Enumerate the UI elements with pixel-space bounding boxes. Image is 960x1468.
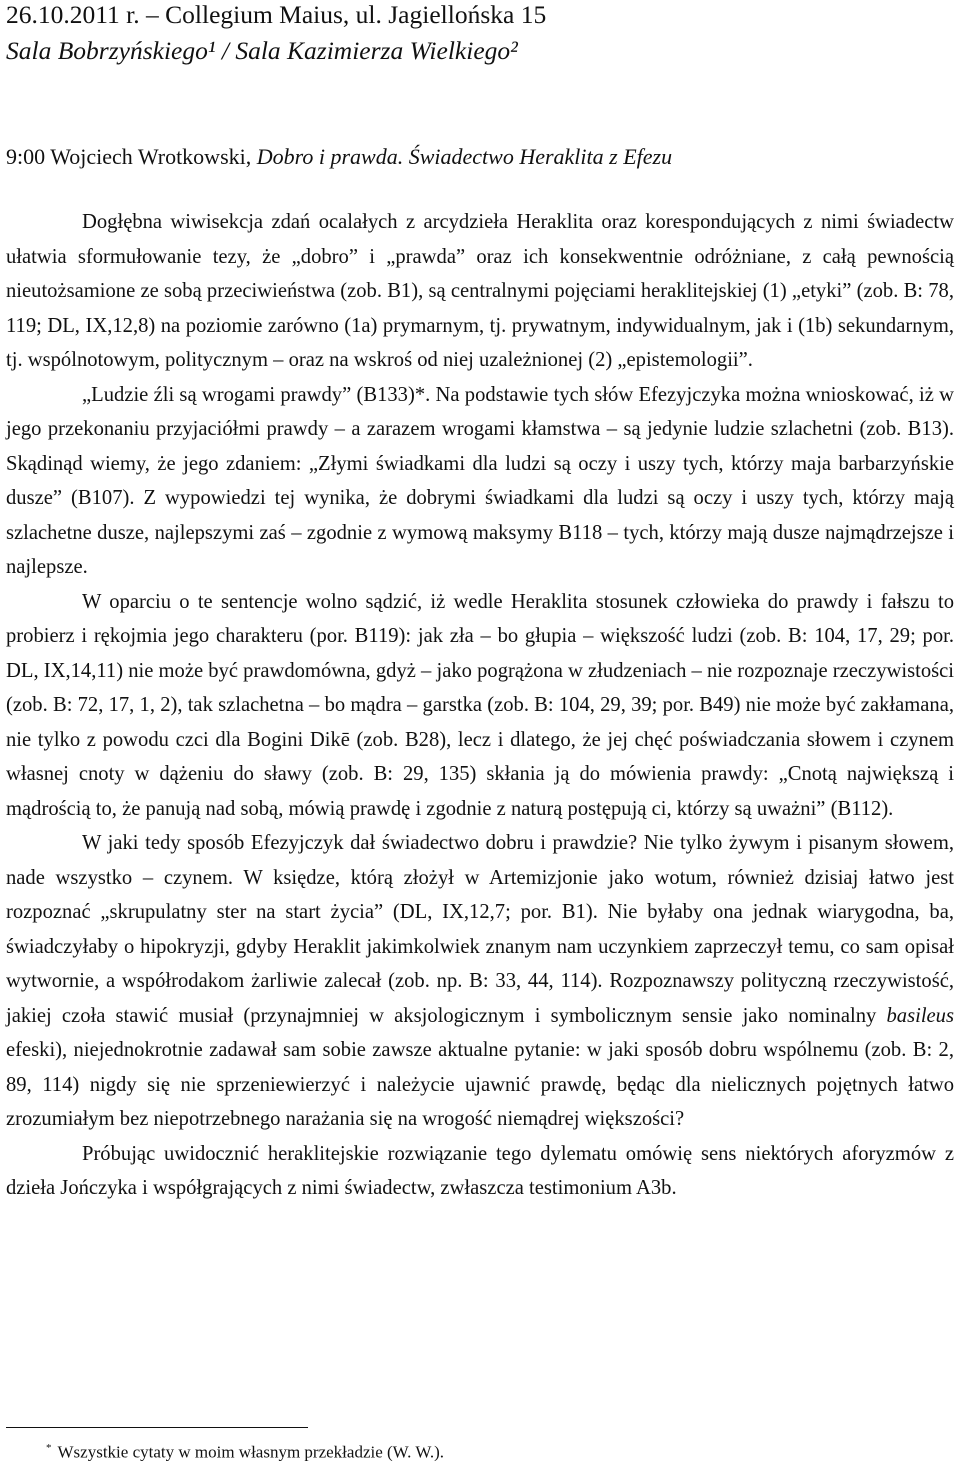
event-date-location: 26.10.2011 r. – Collegium Maius, ul. Jagiellońska 15 — [6, 0, 547, 29]
paragraph-4-part-a: W jaki tedy sposób Efezyjczyk dał świadectwo dobru i prawdzie? Nie tylko żywym i pisanym słowem, nade wszystko – czynem. W księdze, którą złożył w Artemizjonie jako wotum, również dzisiaj łatwo jest rozpoznać „skrupulatny ster na start życia” (DL, IX,12,7; por. B1). Nie byłaby ona jednak wiarygodna, ba, świadczyłaby o hipokryzji, gdyby Heraklit jakimkolwiek znanym nam uczynkiem zaprzeczył temu, co sam opisał wytwornie, a współrodakom żarliwie zalecał (zob. np. B: 33, 44, 114). Rozpoznawszy polityczną rzeczywistość, jakiej czoła stawić musiał (przynajmniej w aksjologicznym i symbolicznym sensie jako nominalny — [6, 832, 954, 1027]
paragraph-4-part-b: efeski), niejednokrotnie zadawał sam sobie zawsze aktualne pytanie: w jaki sposób dobru wspólnemu (zob. B: 2, 89, 114) nigdy się nie sprzeniewierzyć i należycie ujawnić prawdę, będąc dla nielicznych pojętnych łatwo zrozumiałym bez niepotrzebnego narażania się na wrogość niemądrej większości? — [6, 1039, 954, 1130]
event-rooms: Sala Bobrzyńskiego¹ / Sala Kazimierza Wielkiego² — [6, 36, 518, 65]
paragraph-4 — [6, 826, 954, 1137]
paragraph-2: „Ludzie źli są wrogami prawdy” (B133)*. Na podstawie tych słów Efezyjczyka można wnioskować, iż w jego przekonaniu przyjaciółmi prawdy – a zarazem wrogami kłamstwa – są jedynie ludzie szlachetni (zob. B13). Skądinąd wiemy, że jego zdaniem: „Złymi świadkami dla ludzi są oczy i uszy tych, którzy maja barbarzyńskie dusze” (B107). Z wypowiedzi tej wynika, że dobrymi świadkami dla ludzi są oczy i uszy tych, którzy mają szlachetne dusze, najlepszymi zaś – zgodnie z wymową maksymy B118 – tych, którzy mają dusze najmądrzejsze i najlepsze. — [6, 383, 954, 578]
paragraph-5: Próbując uwidocznić heraklitejskie rozwiązanie tego dylematu omówię sens niektórych aforyzmów z dzieła Jończyka i współgrających z nimi świadectw, zwłaszcza testimonium A3b. — [6, 1142, 954, 1199]
paragraph-3: W oparciu o te sentencje wolno sądzić, iż wedle Heraklita stosunek człowieka do prawdy i fałszu to probierz i rękojmia jego charakteru (por. B119): jak zła – bo głupia – większość ludzi (zob. B: 104, 17, 29; por. DL, IX,14,11) nie może być prawdomówna, gdyż – jako pogrążona w złudzeniach – nie rozpoznaje rzeczywistości (zob. B: 72, 17, 1, 2), tak szlachetna – bo mądra – garstka (zob. B: 104, 29, 39; por. B49) nie może być zakłamana, nie tylko z powodu czci dla Bogini Dikē (zob. B28), lecz i dlatego, że jej chęć poświadczania słowem i czynem własnej cnoty w dążeniu do sławy (zob. B: 29, 135) skłania ją do mówienia prawdy: „Cnotą największą i mądrością to, że panują nad sobą, mówią prawdę i zgodnie z naturą postępują ci, którzy są uważni” (B112). — [6, 590, 954, 820]
paragraph-1: Dogłębna wiwisekcja zdań ocalałych z arcydzieła Heraklita oraz korespondujących z nimi świadectw ułatwia sformułowanie tezy, że „dobro” i „prawda” oraz ich konsekwentnie odróżniane, z całą pewnością nieutożsamione ze sobą przeciwieństwa (zob. B1), są centralnymi pojęciami heraklitejskiej (1) „etyki” (zob. B: 78, 119; DL, IX,12,8) na poziomie zarówno (1a) prymarnym, tj. prywatnym, indywidualnym, jak i (1b) sekundarnym, tj. wspólnotowym, politycznym – oraz na wskroś od niej uzależnionej (2) „epistemologii”. — [6, 211, 954, 371]
paragraph-4-italic: basileus — [886, 1004, 954, 1027]
footnote-divider — [6, 1427, 308, 1428]
footnote — [46, 1436, 444, 1465]
footnote-mark: * — [46, 1442, 52, 1454]
talk-heading — [6, 142, 672, 172]
footnote-text: Wszystkie cytaty w moim własnym przekładzie (W. W.). — [57, 1442, 445, 1462]
abstract-body — [6, 205, 954, 1206]
talk-speaker: Wojciech Wrotkowski, — [50, 144, 252, 169]
talk-title: Dobro i prawda. Świadectwo Heraklita z Efezu — [256, 144, 673, 169]
talk-time: 9:00 — [6, 144, 46, 169]
